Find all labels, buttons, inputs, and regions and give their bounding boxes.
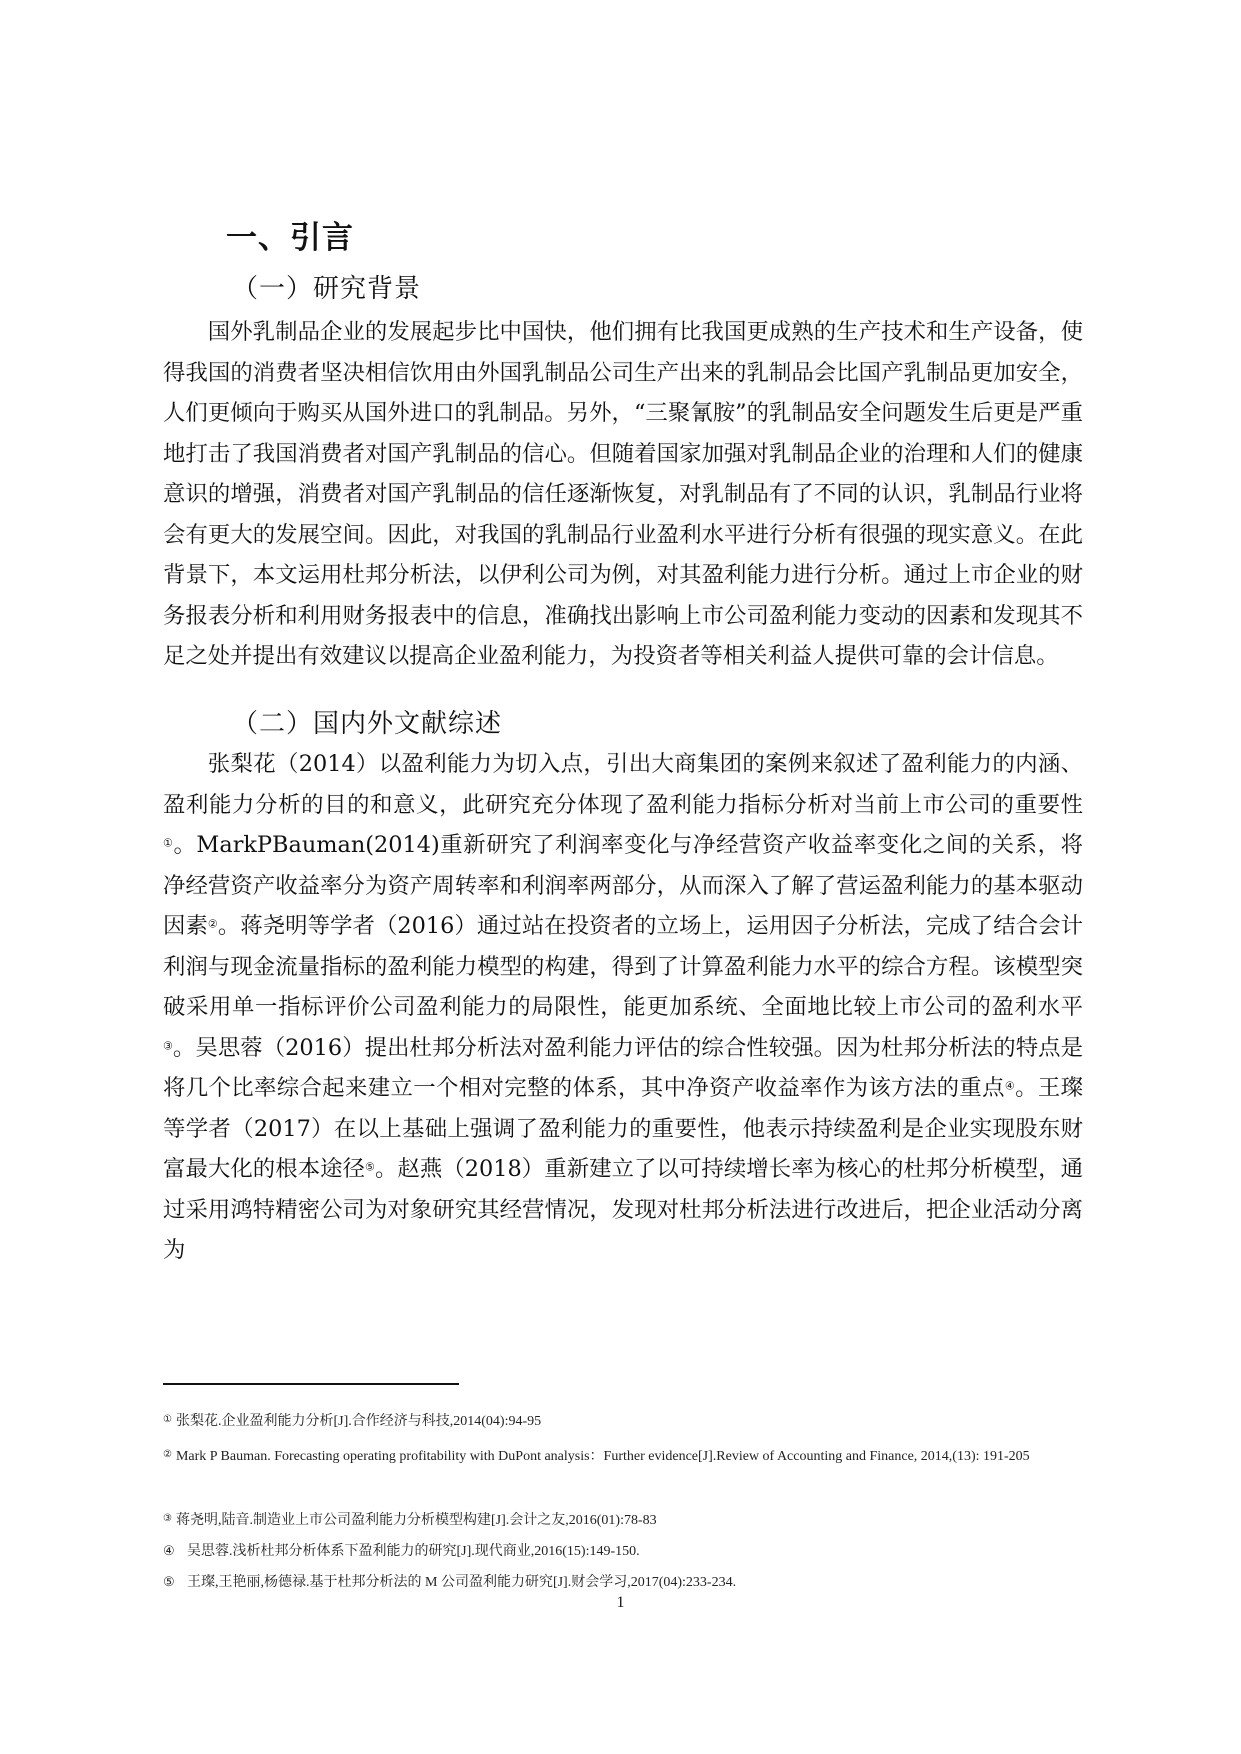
footnote-mark: ⑤ [163,1574,175,1589]
footnote-3 [163,1509,1083,1531]
literature-text-3: 。蒋尧明等学者（2016）通过站在投资者的立场上，运用因子分析法，完成了结合会计利润与现金流量指标的盈利能力模型的构建，得到了计算盈利能力水平的综合方程。该模型突破采用单一指标评价公司盈利能力的局限性，能更加系统、全面地比较上市公司的盈利水平 [163,913,1083,1020]
footnote-ref-5[interactable]: ⑤ [365,1160,375,1174]
chapter-heading: 一、引言 [226,220,354,256]
footnote-text: 吴思蓉.浅析杜邦分析体系下盈利能力的研究[J].现代商业,2016(15):149-150. [187,1544,640,1559]
footnote-mark: ④ [163,1543,175,1558]
literature-text-4: 。吴思蓉（2016）提出杜邦分析法对盈利能力评估的综合性较强。因为杜邦分析法的特点是将几个比率综合起来建立一个相对完整的体系，其中净资产收益率作为该方法的重点 [163,1034,1083,1101]
footnote-2 [163,1442,1083,1470]
footnote-mark: ① [163,1414,172,1425]
literature-text-5: 。王璨等学者（2017）在以上基础上强调了盈利能力的重要性，他表示持续盈利是企业实现股东财富最大化的根本途径 [163,1075,1084,1182]
page-number: 1 [616,1594,625,1611]
literature-review-paragraph [163,744,1083,1271]
footnote-text: Mark P Bauman. Forecasting operating profitability with DuPont analysis：Further evidence[J].Review of Accounting and Finance, 2014,(13): 191-205 [175,1449,1030,1464]
footnote-ref-3[interactable]: ③ [163,1039,173,1052]
footnote-mark: ② [163,1449,172,1460]
footnote-separator [163,1383,459,1385]
literature-text-1: 张梨花（2014）以盈利能力为切入点，引出大商集团的案例来叙述了盈利能力的内涵、盈利能力分析的目的和意义，此研究充分体现了盈利能力指标分析对当前上市公司的重要性 [163,751,1083,818]
literature-text-6: 。赵燕（2018）重新建立了以可持续增长率为核心的杜邦分析模型，通过采用鸿特精密公司为对象研究其经营情况，发现对杜邦分析法进行改进后，把企业活动分离为 [163,1156,1083,1263]
footnote-ref-4[interactable]: ④ [1004,1079,1016,1093]
footnote-text: 王璨,王艳丽,杨德禄.基于杜邦分析法的 M 公司盈利能力研究[J].财会学习,2017(04):233-234. [187,1575,737,1590]
footnote-ref-1[interactable]: ① [163,836,174,850]
section-heading-background: （一）研究背景 [232,274,422,304]
footnote-ref-2[interactable]: ② [207,917,218,931]
footnote-text: 蒋尧明,陆音.制造业上市公司盈利能力分析模型构建[J].会计之友,2016(01):78-83 [175,1513,657,1528]
section-heading-literature-review: （二）国内外文献综述 [232,709,503,739]
footnote-5 [163,1572,1083,1593]
background-paragraph: 国外乳制品企业的发展起步比中国快，他们拥有比我国更成熟的生产技术和生产设备，使得我国的消费者坚决相信饮用由外国乳制品公司生产出来的乳制品会比国产乳制品更加安全，人们更倾向于购买从国外进口的乳制品。另外，“三聚氰胺”的乳制品安全问题发生后更是严重地打击了我国消费者对国产乳制品的信心。但随着国家加强对乳制品企业的治理和人们的健康意识的增强，消费者对国产乳制品的信任逐渐恢复，对乳制品有了不同的认识，乳制品行业将会有更大的发展空间。因此，对我国的乳制品行业盈利水平进行分析有很强的现实意义。在此背景下，本文运用杜邦分析法，以伊利公司为例，对其盈利能力进行分析。通过上市企业的财务报表分析和利用财务报表中的信息，准确找出影响上市公司盈利能力变动的因素和发现其不足之处并提出有效建议以提高企业盈利能力，为投资者等相关利益人提供可靠的会计信息。 [163,319,1083,669]
footnote-4 [163,1541,1083,1562]
literature-text-2: 。MarkPBauman(2014)重新研究了利润率变化与净经营资产收益率变化之间的关系，将净经营资产收益率分为资产周转率和利润率两部分，从而深入了解了营运盈利能力的基本驱动因素 [163,832,1083,939]
footnote-mark: ③ [163,1513,172,1524]
footnote-text: 张梨花.企业盈利能力分析[J].合作经济与科技,2014(04):94-95 [175,1414,542,1429]
footnote-1 [163,1410,1083,1432]
